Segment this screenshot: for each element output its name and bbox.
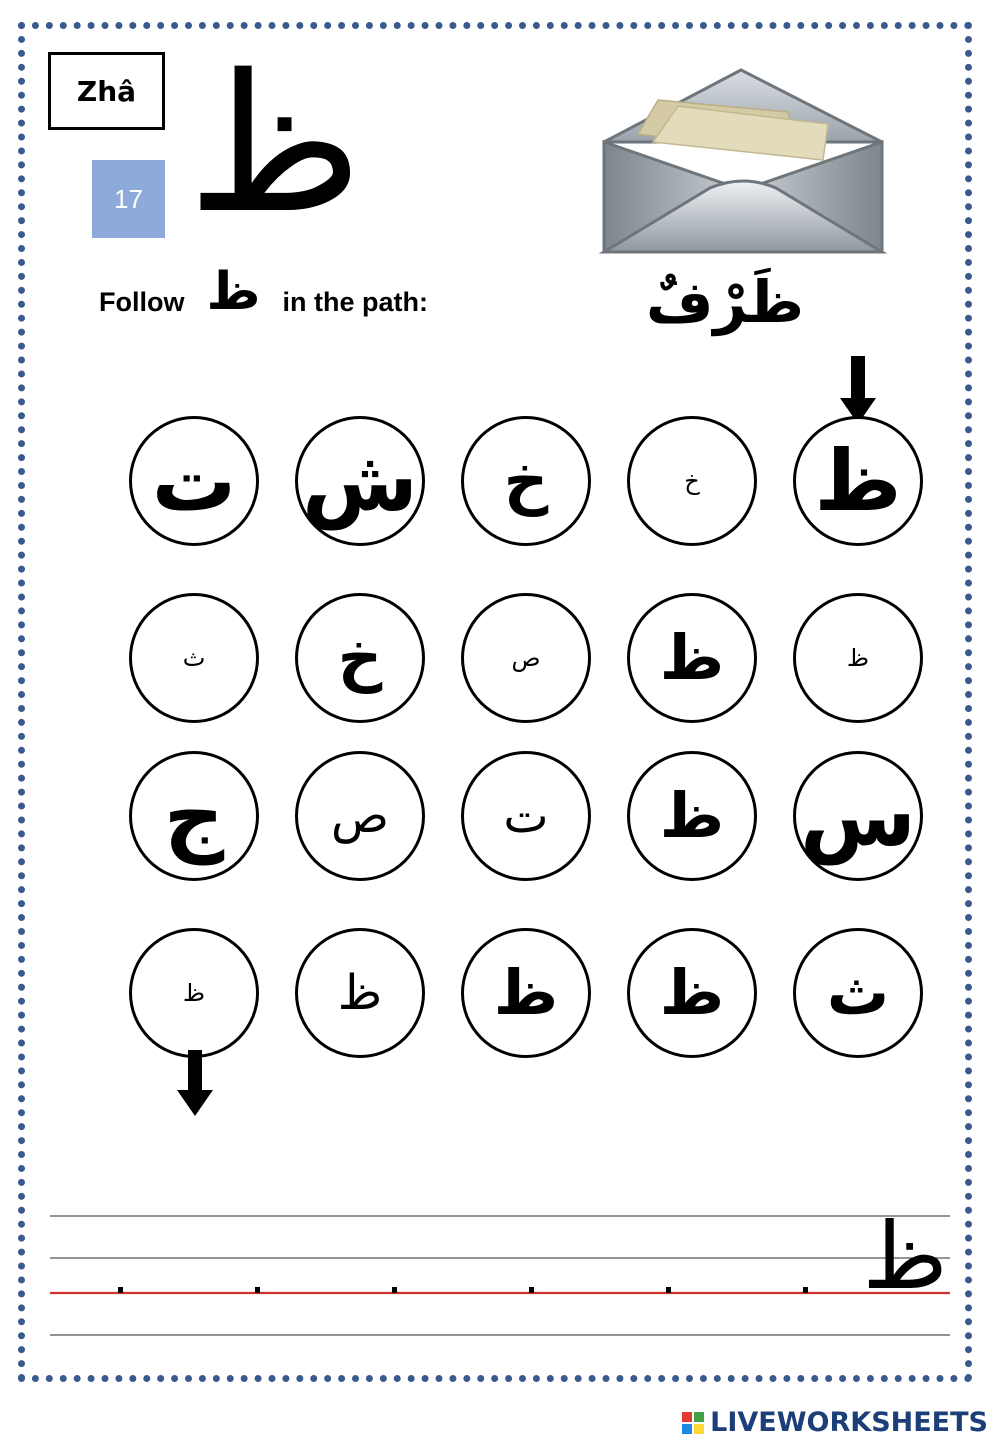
writing-dot xyxy=(255,1287,260,1293)
circle-letter: خ xyxy=(337,621,383,694)
letter-circle[interactable] xyxy=(295,928,425,1058)
circle-letter: ص xyxy=(330,788,390,844)
circle-letter: ظ xyxy=(659,779,725,852)
letter-circle[interactable] xyxy=(627,928,757,1058)
circle-letter: ظ xyxy=(493,956,559,1029)
writing-dot xyxy=(118,1287,123,1293)
writing-dot xyxy=(392,1287,397,1293)
letter-circle[interactable] xyxy=(627,416,757,546)
letter-circle[interactable] xyxy=(461,416,591,546)
circle-letter: ظ xyxy=(182,979,206,1007)
circle-letter: ص xyxy=(511,644,541,672)
letter-circle[interactable] xyxy=(793,928,923,1058)
letter-circle[interactable] xyxy=(129,751,259,881)
letter-number-badge xyxy=(92,160,165,238)
circle-letter: ث xyxy=(182,644,206,672)
letter-circle[interactable] xyxy=(461,928,591,1058)
circle-letter: ت xyxy=(503,788,549,844)
letter-circle[interactable] xyxy=(627,593,757,723)
instruction xyxy=(99,262,428,342)
circle-letter: ظ xyxy=(659,956,725,1029)
letter-number: 17 xyxy=(114,183,143,214)
letter-name-box xyxy=(48,52,165,130)
circle-letter: خ xyxy=(684,467,700,495)
big-letter: ظ xyxy=(187,34,363,255)
instruction-letter: ظ xyxy=(206,262,261,322)
letter-name: Zhâ xyxy=(76,74,137,108)
writing-sample-letter: ظ xyxy=(862,1203,948,1310)
letter-circle[interactable] xyxy=(461,751,591,881)
letter-circle[interactable] xyxy=(461,593,591,723)
logo-text: LIVEWORKSHEETS xyxy=(710,1407,988,1438)
circle-letter: ظ xyxy=(659,621,725,694)
letter-circle[interactable] xyxy=(129,928,259,1058)
instruction-suffix: in the path: xyxy=(282,286,428,317)
writing-dot xyxy=(666,1287,671,1293)
letter-circle[interactable] xyxy=(627,751,757,881)
circle-letter: ظ xyxy=(814,432,902,530)
circle-letter: ث xyxy=(826,956,890,1029)
letter-circle[interactable] xyxy=(129,416,259,546)
circle-letter: ج xyxy=(163,767,225,865)
example-word: ظَرْفٌ xyxy=(645,268,805,336)
circle-letter: ت xyxy=(151,432,237,530)
writing-lines xyxy=(50,1210,950,1340)
letter-circle[interactable] xyxy=(295,416,425,546)
letter-circle[interactable] xyxy=(295,751,425,881)
writing-practice-area xyxy=(50,1203,950,1340)
envelope-icon xyxy=(598,64,888,260)
letter-circle[interactable] xyxy=(793,751,923,881)
letter-circle[interactable] xyxy=(793,416,923,546)
circle-letter: س xyxy=(800,767,916,865)
writing-dot xyxy=(803,1287,808,1293)
letter-circle[interactable] xyxy=(295,593,425,723)
writing-dot xyxy=(529,1287,534,1293)
circle-letter: ظ xyxy=(846,644,870,672)
circle-letter: ظ xyxy=(337,965,383,1021)
liveworksheets-logo xyxy=(682,1407,988,1438)
letter-circle[interactable] xyxy=(129,593,259,723)
circle-letter: خ xyxy=(503,444,549,517)
instruction-prefix: Follow xyxy=(99,286,185,317)
logo-mark-icon xyxy=(682,1412,704,1434)
letter-circle[interactable] xyxy=(793,593,923,723)
end-arrow-icon xyxy=(175,1050,215,1118)
circle-letter: ش xyxy=(302,432,418,530)
